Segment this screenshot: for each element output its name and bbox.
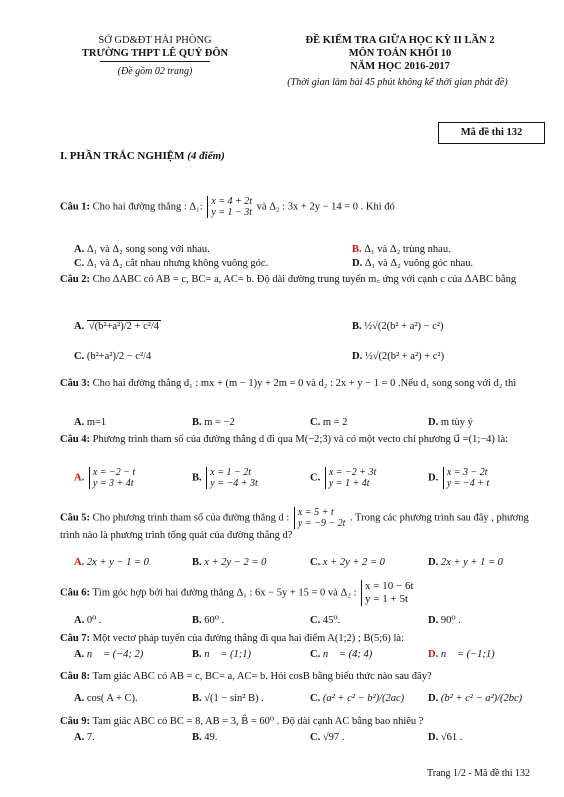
q6-option-a[interactable]: [74, 614, 102, 627]
letter-c: C.: [74, 258, 85, 269]
q1-system: [207, 196, 252, 218]
letter-d: D.: [428, 417, 439, 428]
q4-option-b[interactable]: [192, 467, 260, 489]
question-4: [60, 433, 530, 446]
letter-d: D.: [428, 693, 439, 704]
letter-d: D.: [428, 732, 439, 743]
q8-label: Câu 8:: [60, 671, 91, 682]
letter-c: C.: [310, 417, 321, 428]
q8-option-c[interactable]: [310, 692, 404, 705]
q6-b-text: 60⁰ .: [204, 615, 225, 626]
q3-option-a[interactable]: [74, 416, 106, 429]
question-9: [60, 715, 530, 728]
q3-option-c[interactable]: [310, 416, 347, 429]
header-underline: [100, 61, 210, 62]
q1-text: Cho hai đường thẳng : Δ₁:: [92, 201, 203, 213]
q9-label: Câu 9:: [60, 716, 91, 727]
q4-label: Câu 4:: [60, 434, 91, 445]
q1-option-b[interactable]: [352, 243, 451, 256]
page-footer: Trang 1/2 - Mã đề thi 132: [427, 768, 530, 779]
q3-d-text: m tùy ý: [440, 417, 473, 428]
section-title-text: I. PHẦN TRẮC NGHIỆM: [60, 150, 185, 162]
q4-a-y: y = 3 + 4t: [92, 478, 134, 489]
q3-text: Cho hai đường thẳng d₁ : mx + (m − 1)y + 2m = 0 và d₂ : 2x + y − 1 = 0 .Nếu d₁ song song với d₂ thì: [92, 378, 517, 389]
q9-option-d[interactable]: [428, 731, 462, 744]
q2-b-text: ½√(2(b² + a²) − c²): [364, 321, 444, 332]
letter-a: A.: [74, 321, 85, 332]
letter-c: C.: [310, 732, 321, 743]
q4-c-y: y = 1 + 4t: [328, 478, 370, 489]
q9-c-text: √97 .: [322, 732, 345, 743]
school-year: NĂM HỌC 2016-2017: [350, 61, 450, 72]
letter-a: A.: [74, 693, 85, 704]
letter-a: A.: [74, 244, 85, 255]
q6-sys-x: x = 10 − 6t: [365, 580, 414, 592]
q5-sys-y: y = −9 − 2t: [297, 518, 346, 529]
q9-text: Tam giác ABC có BC = 8, AB = 3, B̂ = 60⁰ . Độ dài cạnh AC bằng bao nhiêu ?: [92, 716, 424, 727]
q5-system: [294, 507, 345, 529]
q3-label: Câu 3:: [60, 378, 91, 389]
q5-option-d[interactable]: [428, 556, 503, 569]
q2-option-b[interactable]: [352, 320, 444, 333]
q1-a-text: Δ₁ và Δ₂ song song với nhau.: [86, 244, 210, 255]
q6-text: Tìm góc hợp bởi hai đường thẳng Δ₁ : 6x − 5y + 15 = 0 và Δ₂ :: [92, 587, 357, 599]
q1-b-text: Δ₁ và Δ₂ trùng nhau.: [364, 244, 451, 255]
exam-subject: MÔN TOÁN KHỐI 10: [348, 48, 452, 59]
q1-option-a[interactable]: [74, 243, 210, 256]
q9-a-text: 7.: [86, 732, 95, 743]
question-6: [60, 580, 530, 606]
q9-d-text: √61 .: [440, 732, 463, 743]
question-3: [60, 377, 530, 390]
q2-label: Câu 2:: [60, 274, 91, 285]
q6-option-b[interactable]: [192, 614, 224, 627]
q7-option-c[interactable]: [310, 648, 372, 661]
q3-b-text: m = −2: [204, 417, 235, 428]
q7-a-text: n⃗ = (−4; 2): [86, 649, 144, 660]
letter-b: B.: [192, 693, 202, 704]
q4-a-x: x = −2 − t: [92, 467, 136, 478]
q3-option-b[interactable]: [192, 416, 235, 429]
q1-c-text: Δ₁ và Δ₂ cắt nhau nhưng không vuông góc.: [86, 258, 269, 269]
letter-b: B.: [352, 321, 362, 332]
q5-d-text: 2x + y + 1 = 0: [440, 557, 503, 568]
letter-b: B.: [192, 732, 202, 743]
q3-c-text: m = 2: [322, 417, 348, 428]
letter-d: D.: [428, 615, 439, 626]
letter-d-correct: D.: [428, 649, 439, 660]
letter-a-correct: A.: [74, 557, 85, 568]
letter-b: B.: [192, 649, 202, 660]
q9-option-b[interactable]: [192, 731, 217, 744]
q1-d-text: Δ₁ và Δ₂ vuông góc nhau.: [364, 258, 474, 269]
letter-a: A.: [74, 417, 85, 428]
q4-b-x: x = 1 − 2t: [210, 467, 251, 478]
q2-option-d[interactable]: [352, 350, 444, 363]
q4-option-a[interactable]: [74, 467, 137, 489]
q6-option-c[interactable]: [310, 614, 340, 627]
q1-sys-y: y = 1 − 3t: [211, 207, 253, 218]
q2-c-text: (b²+a²)/2 − c²/4: [86, 351, 152, 362]
letter-b: B.: [192, 417, 202, 428]
letter-d: D.: [428, 472, 439, 484]
q9-b-text: 49.: [204, 732, 218, 743]
letter-a-correct: A.: [74, 472, 85, 484]
q8-option-d[interactable]: [428, 692, 522, 705]
time-note: (Thời gian làm bài 45 phút không kể thời gian phát đề): [287, 77, 508, 88]
letter-a: A.: [74, 615, 85, 626]
q5-option-a[interactable]: [74, 556, 149, 569]
q2-d-text: ½√(2(b² + a²) + c²): [364, 351, 445, 362]
letter-b: B.: [192, 615, 202, 626]
q1-text2: và Δ₂ : 3x + 2y − 14 = 0 . Khi đó: [256, 201, 395, 213]
question-5: [60, 507, 530, 542]
q4-d-x: x = 3 − 2t: [446, 467, 488, 478]
letter-b-correct: B.: [352, 244, 362, 255]
q6-d-text: 90⁰ .: [440, 615, 461, 626]
q6-label: Câu 6:: [60, 587, 91, 599]
dept-name: SỞ GD&ĐT HẢI PHÒNG: [98, 35, 212, 46]
q7-d-text: n⃗ = (−1;1): [440, 649, 495, 660]
q9-option-c[interactable]: [310, 731, 344, 744]
q6-system: [361, 580, 413, 606]
q7-option-b[interactable]: [192, 648, 251, 661]
q8-a-text: cos( A + C).: [86, 693, 138, 704]
letter-c: C.: [74, 351, 85, 362]
question-7: [60, 632, 530, 645]
q4-option-c[interactable]: [310, 467, 378, 489]
letter-a: A.: [74, 732, 85, 743]
school-name: TRƯỜNG THPT LÊ QUÝ ĐÔN: [81, 48, 229, 59]
q2-a-text: √(b²+a²)/2 + c²/4: [88, 321, 160, 332]
q7-option-d[interactable]: [428, 648, 495, 661]
q7-b-text: n⃗ = (1;1): [204, 649, 252, 660]
q3-a-text: m=1: [86, 417, 107, 428]
q4-b-y: y = −4 + 3t: [210, 478, 258, 489]
letter-d: D.: [352, 351, 363, 362]
section-title: [60, 150, 225, 162]
q9-option-a[interactable]: [74, 731, 95, 744]
q5-option-c[interactable]: [310, 556, 385, 569]
letter-b: B.: [192, 472, 202, 484]
q7-label: Câu 7:: [60, 633, 91, 644]
q2-option-a[interactable]: [74, 320, 161, 333]
letter-a: A.: [74, 649, 85, 660]
q7-option-a[interactable]: [74, 648, 143, 661]
q5-label: Câu 5:: [60, 512, 91, 524]
q1-option-d[interactable]: [352, 257, 473, 270]
q4-c-x: x = −2 + 3t: [328, 467, 377, 478]
q1-sys-x: x = 4 + 2t: [211, 196, 253, 207]
letter-b: B.: [192, 557, 202, 568]
q8-option-b[interactable]: [192, 692, 264, 705]
q5-option-b[interactable]: [192, 556, 266, 569]
q4-text: Phương trình tham số của đường thẳng d đi qua M(−2;3) và có một vecto chỉ phương u⃗ =(1;−4) là:: [92, 434, 509, 445]
q7-text: Một vectơ pháp tuyến của đường thẳng đi qua hai điểm A(1;2) ; B(5;6) là:: [92, 633, 404, 644]
q8-c-text: (a² + c² − b²)/(2ac): [322, 693, 405, 704]
q3-option-d[interactable]: [428, 416, 473, 429]
letter-d: D.: [352, 258, 363, 269]
q5-text: Cho phương trình tham số của đường thẳng d :: [92, 512, 290, 524]
section-points: (4 điểm): [187, 150, 225, 162]
q5-c-text: x + 2y + 2 = 0: [322, 557, 385, 568]
q4-option-d[interactable]: [428, 467, 491, 489]
q1-label: Câu 1:: [60, 201, 91, 213]
letter-c: C.: [310, 472, 321, 484]
question-1: [60, 196, 530, 218]
q5-text2: . Trong các phương trình sau đây , phương trình nào là phương trình tổng quát của đường thẳng d?: [60, 512, 529, 541]
q1-option-c[interactable]: [74, 257, 268, 270]
letter-c: C.: [310, 615, 321, 626]
q8-d-text: (b² + c² − a²)/(2bc): [440, 693, 523, 704]
q8-text: Tam giác ABC có AB = c, BC= a, AC= b. Hỏi cosB bằng biểu thức nào sau đây?: [92, 671, 432, 682]
page-count-note: (Đề gồm 02 trang): [117, 66, 193, 77]
q6-a-text: 0⁰ .: [86, 615, 102, 626]
letter-c: C.: [310, 557, 321, 568]
q5-a-text: 2x + y − 1 = 0: [86, 557, 149, 568]
question-2: [60, 273, 530, 286]
q2-option-c[interactable]: [74, 350, 151, 363]
q6-option-d[interactable]: [428, 614, 461, 627]
letter-c: C.: [310, 693, 321, 704]
q8-option-a[interactable]: [74, 692, 138, 705]
q6-sys-y: y = 1 + 5t: [365, 593, 408, 605]
exam-title: ĐỀ KIỂM TRA GIỮA HỌC KỲ II LẦN 2: [305, 35, 495, 46]
q2-text: Cho ΔABC có AB = c, BC= a, AC= b. Độ dài đường trung tuyến m꜀ ứng với cạnh c của ΔABC bằng: [92, 274, 517, 285]
q4-d-y: y = −4 + t: [446, 478, 490, 489]
letter-c: C.: [310, 649, 321, 660]
q5-sys-x: x = 5 + t: [297, 507, 334, 518]
exam-code-box: Mã đề thi 132: [438, 122, 545, 144]
letter-d: D.: [428, 557, 439, 568]
q6-c-text: 45⁰.: [322, 615, 341, 626]
question-8: [60, 670, 530, 683]
q5-b-text: x + 2y − 2 = 0: [204, 557, 267, 568]
q8-b-text: √(1 − sin² B) .: [204, 693, 264, 704]
q7-c-text: n⃗ = (4; 4): [322, 649, 373, 660]
